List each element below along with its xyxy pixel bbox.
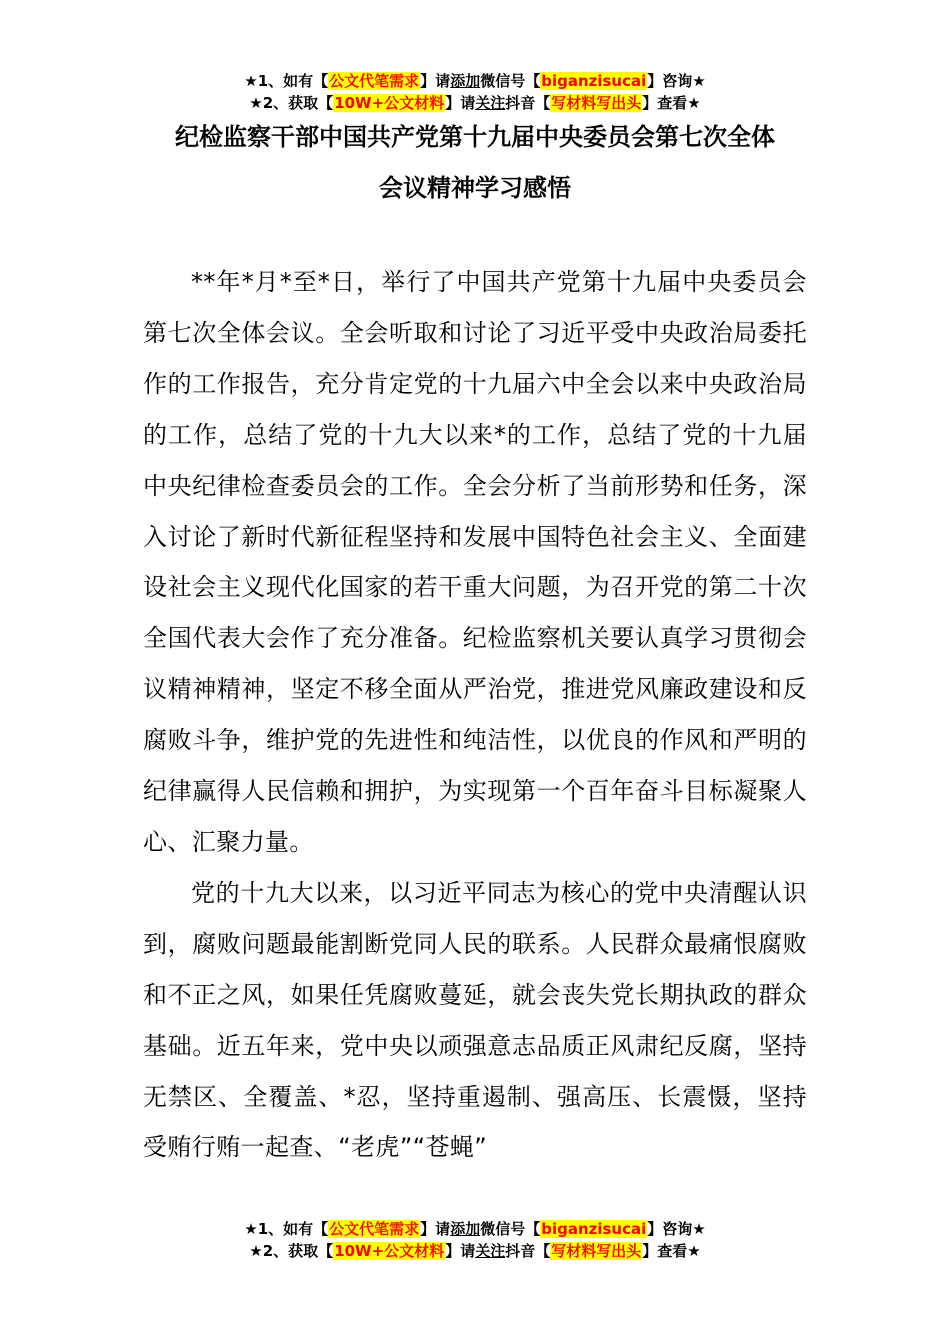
promo-line-2 (0, 1240, 950, 1262)
promo-text: ★2、获取【 (249, 1242, 334, 1260)
promo-text: 微信号【 (480, 72, 541, 90)
document-body (143, 257, 807, 1173)
top-promo-banner (0, 70, 950, 114)
document-title-line-1: 纪检监察干部中国共产党第十九届中央委员会第七次全体 (175, 123, 775, 151)
promo-text: 】请 (445, 1242, 476, 1260)
promo-underlined-text: 关注 (475, 94, 506, 112)
promo-underlined-text: 添加 (450, 72, 481, 90)
promo-line-1 (0, 1218, 950, 1240)
promo-highlight-service: 公文代笔需求 (329, 72, 420, 90)
promo-highlight-douyin-id: 写材料写出头 (551, 94, 642, 112)
promo-text: ★2、获取【 (249, 94, 334, 112)
promo-text: 微信号【 (480, 1220, 541, 1238)
promo-text: 】查看★ (642, 1242, 701, 1260)
promo-text: 】请 (420, 1220, 451, 1238)
promo-highlight-wechat-id: biganzisucai (541, 72, 647, 90)
promo-text: 抖音【 (505, 1242, 551, 1260)
body-paragraph-1: **年*月*至*日，举行了中国共产党第十九届中央委员会第七次全体会议。全会听取和讨论了习近平受中央政治局委托作的工作报告，充分肯定党的十九届六中全会以来中央政治局的工作，总结了党的十九大以来*的工作，总结了党的十九届中央纪律检查委员会的工作。全会分析了当前形势和任务，深入讨论了新时代新征程坚持和发展中国特色社会主义、全面建设社会主义现代化国家的若干重大问题，为召开党的第二十次全国代表大会作了充分准备。纪检监察机关要认真学习贯彻会议精神精神，坚定不移全面从严治党，推进党风廉政建设和反腐败斗争，维护党的先进性和纯洁性，以优良的作风和严明的纪律赢得人民信赖和拥护，为实现第一个百年奋斗目标凝聚人心、汇聚力量。 (143, 268, 807, 856)
promo-line-1 (0, 70, 950, 92)
promo-highlight-service: 公文代笔需求 (329, 1220, 420, 1238)
promo-text: 】请 (420, 72, 451, 90)
promo-text: ★1、如有【 (244, 1220, 329, 1238)
bottom-promo-banner (0, 1218, 950, 1262)
promo-highlight-wechat-id: biganzisucai (541, 1220, 647, 1238)
promo-underlined-text: 关注 (475, 1242, 506, 1260)
promo-text: 抖音【 (505, 94, 551, 112)
promo-text: 】查看★ (642, 94, 701, 112)
promo-text: 】咨询★ (647, 1220, 706, 1238)
promo-highlight-douyin-id: 写材料写出头 (551, 1242, 642, 1260)
promo-line-2 (0, 92, 950, 114)
promo-text: 】咨询★ (647, 72, 706, 90)
body-paragraph-2: 党的十九大以来，以习近平同志为核心的党中央清醒认识到，腐败问题最能割断党同人民的联系。人民群众最痛恨腐败和不正之风，如果任凭腐败蔓延，就会丧失党长期执政的群众基础。近五年来，党中央以顽强意志品质正风肃纪反腐，坚持无禁区、全覆盖、*忍，坚持重遏制、强高压、长震慑，坚持受贿行贿一起查、“老虎”“苍蝇” (143, 878, 807, 1162)
promo-highlight-materials: 10W+公文材料 (334, 94, 445, 112)
promo-underlined-text: 添加 (450, 1220, 481, 1238)
promo-highlight-materials: 10W+公文材料 (334, 1242, 445, 1260)
document-title-line-2: 会议精神学习感悟 (379, 174, 571, 202)
promo-text: 】请 (445, 94, 476, 112)
promo-text: ★1、如有【 (244, 72, 329, 90)
